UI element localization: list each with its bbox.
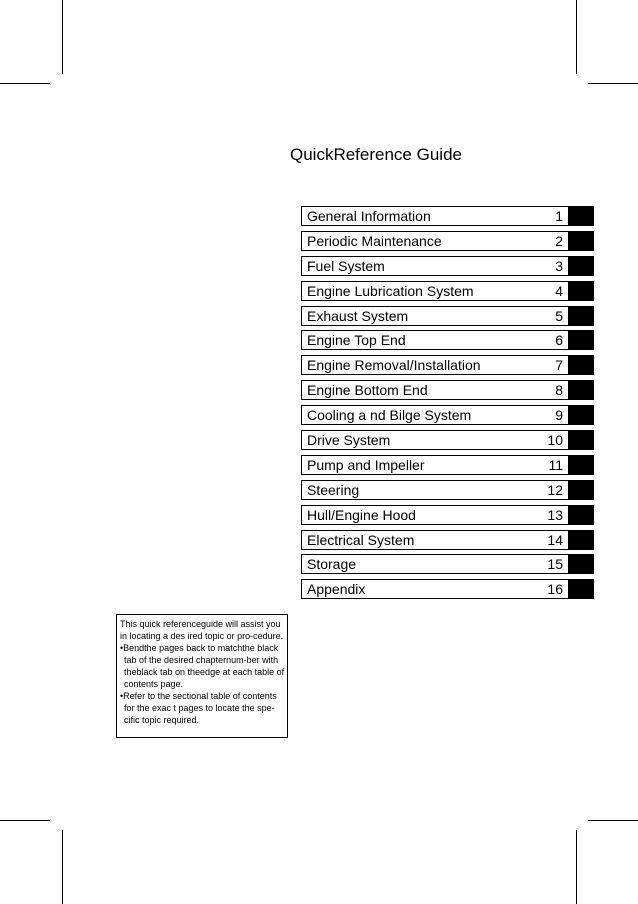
chapter-tab [569, 430, 594, 450]
toc-row[interactable] [301, 430, 594, 450]
toc-row[interactable] [301, 554, 594, 574]
toc-entry-label: Engine Top End [307, 332, 406, 349]
chapter-tab [569, 231, 594, 251]
toc-row[interactable] [301, 355, 594, 375]
toc-entry-number: 13 [547, 506, 563, 523]
toc-entry-label: Pump and Impeller [307, 456, 425, 473]
toc-entry-box[interactable] [301, 281, 569, 301]
note-intro: This quick referenceguide will assist you in locating a des ired topic or pro-cedure. [120, 619, 284, 641]
crop-mark-bottom-left-vertical [62, 830, 63, 904]
toc-entry-box[interactable] [301, 480, 569, 500]
toc-row[interactable] [301, 505, 594, 525]
table-of-contents [301, 206, 594, 604]
toc-entry-label: Electrical System [307, 531, 415, 548]
toc-row[interactable] [301, 256, 594, 276]
toc-row[interactable] [301, 405, 594, 425]
toc-entry-box[interactable] [301, 355, 569, 375]
chapter-tab [569, 306, 594, 326]
chapter-tab [569, 505, 594, 525]
toc-entry-number: 8 [555, 382, 563, 399]
toc-entry-box[interactable] [301, 579, 569, 599]
toc-entry-box[interactable] [301, 206, 569, 226]
toc-entry-box[interactable] [301, 380, 569, 400]
toc-entry-label: Hull/Engine Hood [307, 506, 416, 523]
toc-entry-box[interactable] [301, 231, 569, 251]
chapter-tab [569, 256, 594, 276]
toc-row[interactable] [301, 231, 594, 251]
toc-entry-number: 7 [555, 357, 563, 374]
toc-entry-label: Exhaust System [307, 307, 409, 324]
crop-mark-top-right-horizontal [588, 83, 638, 84]
chapter-tab [569, 530, 594, 550]
crop-mark-bottom-right-vertical [576, 830, 577, 904]
toc-entry-label: Engine Bottom End [307, 382, 428, 399]
toc-entry-number: 9 [555, 407, 563, 424]
toc-entry-label: Steering [307, 481, 360, 498]
page-title: QuickReference Guide [290, 145, 462, 164]
toc-entry-number: 6 [555, 332, 563, 349]
toc-row[interactable] [301, 480, 594, 500]
chapter-tab [569, 330, 594, 350]
toc-row[interactable] [301, 380, 594, 400]
toc-row[interactable] [301, 530, 594, 550]
crop-mark-top-left-horizontal [0, 83, 50, 84]
chapter-tab [569, 579, 594, 599]
instruction-note [116, 614, 288, 738]
toc-entry-label: Drive System [307, 432, 391, 449]
toc-entry-number: 1 [555, 208, 563, 224]
toc-entry-box[interactable] [301, 405, 569, 425]
chapter-tab [569, 355, 594, 375]
toc-row[interactable] [301, 206, 594, 226]
chapter-tab [569, 455, 594, 475]
chapter-tab [569, 380, 594, 400]
toc-entry-box[interactable] [301, 256, 569, 276]
chapter-tab [569, 405, 594, 425]
toc-entry-number: 3 [555, 257, 563, 274]
toc-entry-number: 10 [547, 432, 563, 449]
toc-entry-box[interactable] [301, 505, 569, 525]
chapter-tab [569, 281, 594, 301]
toc-entry-box[interactable] [301, 430, 569, 450]
toc-entry-box[interactable] [301, 455, 569, 475]
toc-entry-number: 12 [547, 481, 563, 498]
toc-entry-label: Appendix [307, 581, 366, 598]
crop-mark-top-left-vertical [62, 0, 63, 74]
toc-entry-label: Periodic Maintenance [307, 232, 442, 249]
toc-entry-label: Cooling a nd Bilge System [307, 407, 472, 424]
chapter-tab [569, 480, 594, 500]
toc-entry-label: Storage [307, 556, 357, 573]
chapter-tab [569, 554, 594, 574]
chapter-tab [569, 206, 594, 226]
crop-mark-bottom-right-horizontal [588, 820, 638, 821]
toc-entry-number: 15 [547, 556, 563, 573]
crop-mark-top-right-vertical [576, 0, 577, 74]
note-bullet-2: •Refer to the sectional table of contents for the exac t pages to locate the spe-cific topic required. [120, 691, 277, 725]
toc-row[interactable] [301, 330, 594, 350]
toc-row[interactable] [301, 306, 594, 326]
toc-row[interactable] [301, 579, 594, 599]
crop-mark-bottom-left-horizontal [0, 820, 50, 821]
toc-entry-label: Fuel System [307, 257, 385, 274]
toc-entry-number: 2 [555, 232, 563, 249]
toc-entry-number: 14 [547, 531, 563, 548]
toc-row[interactable] [301, 455, 594, 475]
toc-entry-label: Engine Removal/Installation [307, 357, 481, 374]
toc-entry-number: 4 [555, 282, 563, 299]
toc-entry-box[interactable] [301, 306, 569, 326]
toc-row[interactable] [301, 281, 594, 301]
toc-entry-number: 5 [555, 307, 563, 324]
toc-entry-number: 16 [547, 581, 563, 598]
toc-entry-label: Engine Lubrication System [307, 282, 474, 299]
toc-entry-label: General Information [307, 208, 431, 224]
toc-entry-box[interactable] [301, 330, 569, 350]
note-bullet-1: •Bendthe pages back to matchthe black tab of the desired chapternum-ber with theblack tab on theedge at each table of contents page. [120, 643, 285, 689]
toc-entry-number: 11 [548, 456, 563, 473]
toc-entry-box[interactable] [301, 530, 569, 550]
toc-entry-box[interactable] [301, 554, 569, 574]
